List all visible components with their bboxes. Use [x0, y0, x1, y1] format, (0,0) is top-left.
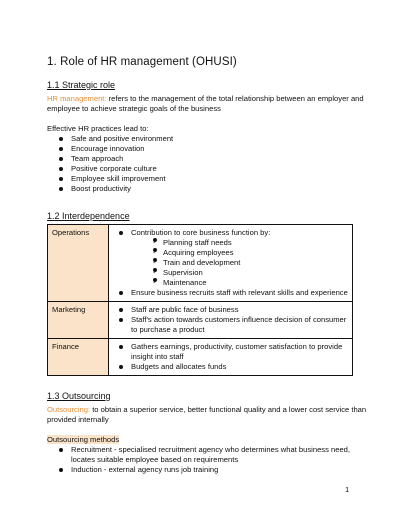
bullet-list: [113, 228, 348, 298]
sub-list: [131, 238, 348, 288]
bullet-list: [113, 342, 348, 372]
bullet-list: [113, 305, 348, 335]
practices-list: [47, 134, 367, 194]
list-item: Employee skill improvement: [59, 174, 367, 184]
list-item: Safe and positive environment: [59, 134, 367, 144]
section-interdependence: [47, 211, 130, 221]
list-item: Encourage innovation: [59, 144, 367, 154]
list-item: Gathers earnings, productivity, customer satisfaction to provide insight into staff: [119, 342, 348, 362]
table-row: [48, 302, 353, 339]
methods-list: [47, 445, 367, 475]
section-strategic-role: [47, 80, 367, 194]
list-item: [119, 228, 348, 288]
definition-term: HR management:: [47, 94, 107, 103]
list-item: Recruitment - specialised recruitment agency who determines what business need, locates suitable employee based on requirements: [59, 445, 367, 465]
list-item: Induction - external agency runs job training: [59, 465, 367, 475]
subheading: [47, 435, 367, 445]
row-content: [109, 302, 353, 339]
list-item: Positive corporate culture: [59, 164, 367, 174]
sub-list-item: - Acquiring employees: [153, 248, 348, 258]
sub-list-item: - Train and development: [153, 258, 348, 268]
section-heading: 1.3 Outsourcing: [47, 391, 111, 401]
list-item: Staff's action towards customers influence decision of consumer to purchase a product: [119, 315, 348, 335]
row-label: Operations: [48, 225, 109, 302]
list-item: Ensure business recruits staff with relevant skills and experience: [119, 288, 348, 298]
row-content: [109, 339, 353, 376]
list-lead: Effective HR practices lead to:: [47, 124, 149, 133]
page-title: 1. Role of HR management (OHUSI): [47, 56, 237, 68]
table-row: [48, 225, 353, 302]
row-label: Finance: [48, 339, 109, 376]
sub-list-item: - Maintenance: [153, 278, 348, 288]
sub-list-item: - Planning staff needs: [153, 238, 348, 248]
row-label: Marketing: [48, 302, 109, 339]
list-item-text: Contribution to core business function by:: [131, 228, 271, 237]
sub-list-item: - Supervision: [153, 268, 348, 278]
list-item: Staff are public face of business: [119, 305, 348, 315]
definition-text: refers to the management of the total relationship between an employer and employee to achieve strategic goals of the business: [47, 94, 364, 113]
page-number: 1: [345, 485, 350, 494]
definition-text: to obtain a superior service, better functional quality and a lower cost service than provided internally: [47, 405, 367, 424]
highlighted-subheading: Outsourcing methods: [47, 435, 120, 444]
interdependence-table: [47, 224, 353, 376]
list-item: Team approach: [59, 154, 367, 164]
section-heading: 1.2 Interdependence: [47, 211, 130, 221]
definition-paragraph: [47, 405, 367, 425]
section-heading: 1.1 Strategic role: [47, 80, 116, 90]
section-outsourcing: [47, 391, 367, 475]
definition-paragraph: [47, 94, 367, 114]
list-item: Boost productivity: [59, 184, 367, 194]
definition-term: Outsourcing:: [47, 405, 91, 414]
list-item: Budgets and allocates funds: [119, 362, 348, 372]
table-row: [48, 339, 353, 376]
row-content: [109, 225, 353, 302]
